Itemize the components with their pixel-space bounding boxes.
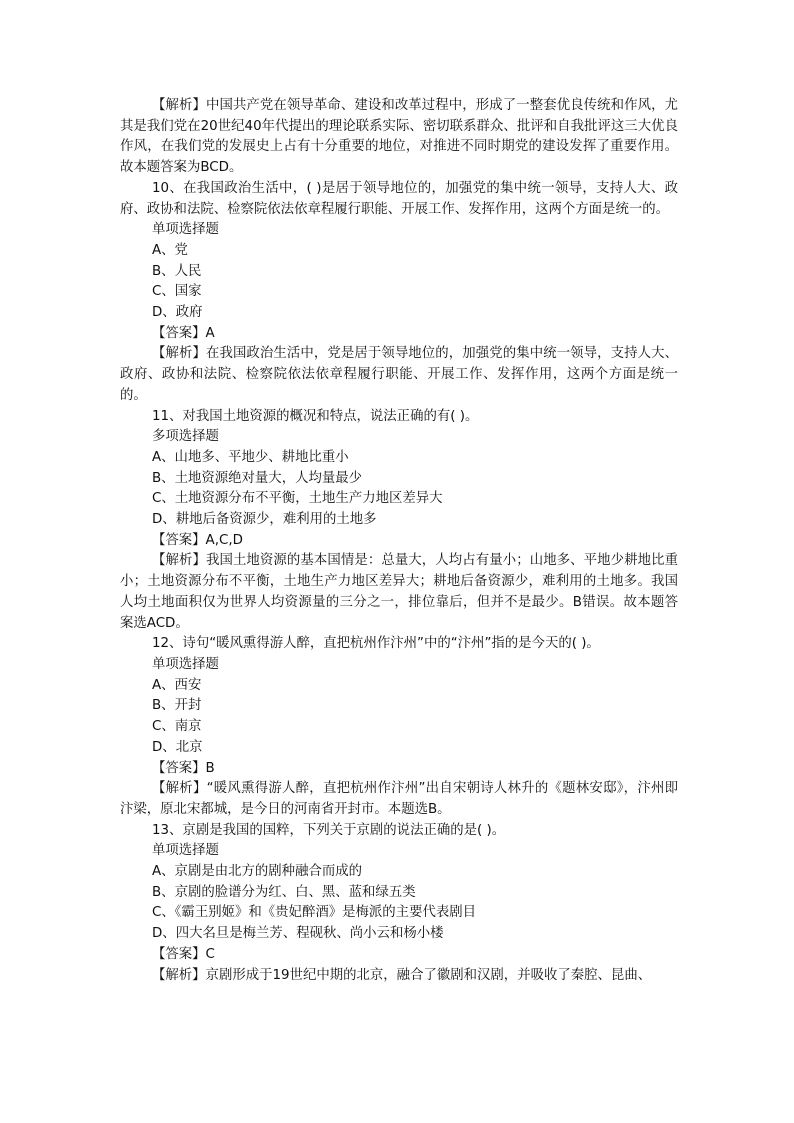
text-line: 单项选择题 — [152, 656, 219, 672]
text-line: B、京剧的脸谱分为红、白、黑、蓝和绿五类 — [152, 884, 416, 900]
text-line: D、政府 — [152, 305, 203, 321]
text-line: 单项选择题 — [152, 222, 219, 238]
text-line: 多项选择题 — [152, 429, 219, 445]
text-line: D、四大名旦是梅兰芳、程砚秋、尚小云和杨小楼 — [152, 926, 444, 942]
text-line: C、《霸王别姬》和《贵妃醉酒》是梅派的主要代表剧目 — [152, 905, 477, 921]
paragraph: 【解析】“暖风熏得游人醉，直把杭州作汴州”出自宋朝诗人林升的《题林安邸》，汴州即汴梁，原北宋都城，是今日的河南省开封市。本题选B。 — [120, 781, 678, 817]
paragraph: 【解析】中国共产党在领导革命、建设和改革过程中，形成了一整套优良传统和作风，尤其是我们党在20世纪40年代提出的理论联系实际、密切联系群众、批评和自我批评这三大优良作风，在我们党的发展史上占有十分重要的地位，对推进不同时期党的建设发挥了重要作用。故本题答案为BCD。 — [120, 98, 678, 176]
paragraph: 【解析】京剧形成于19世纪中期的北京，融合了徽剧和汉剧，并吸收了秦腔、昆曲、 — [152, 967, 652, 983]
text-line: D、北京 — [152, 739, 203, 755]
text-line: 【答案】A — [152, 325, 215, 341]
text-line: 【答案】C — [152, 946, 215, 962]
text-line: 【答案】B — [152, 760, 215, 776]
paragraph: 10、在我国政治生活中，( )是居于领导地位的，加强党的集中统一领导，支持人大、政府、政协和法院、检察院依法依章程履行职能、开展工作、发挥作用，这两个方面是统一的。 — [120, 180, 678, 217]
document-body — [120, 96, 678, 986]
text-line: A、党 — [152, 242, 188, 258]
text-line: B、人民 — [152, 263, 202, 279]
text-line: 11、对我国土地资源的概况和特点，说法正确的有( )。 — [152, 408, 479, 424]
text-line: 单项选择题 — [152, 843, 219, 859]
text-line: D、耕地后备资源少，难利用的土地多 — [152, 512, 377, 528]
paragraph: 【解析】在我国政治生活中，党是居于领导地位的，加强党的集中统一领导，支持人大、政府、政协和法院、检察院依法依章程履行职能、开展工作、发挥作用，这两个方面是统一的。 — [120, 346, 678, 403]
text-line: A、西安 — [152, 677, 202, 693]
text-line: B、土地资源绝对量大，人均量最少 — [152, 470, 363, 486]
text-line: C、土地资源分布不平衡，土地生产力地区差异大 — [152, 491, 443, 507]
text-line: A、山地多、平地少、耕地比重小 — [152, 449, 349, 465]
text-line: 13、京剧是我国的国粹，下列关于京剧的说法正确的是( )。 — [152, 822, 506, 838]
text-line: 【答案】A,C,D — [152, 532, 243, 548]
text-line: A、京剧是由北方的剧种融合而成的 — [152, 864, 363, 880]
paragraph: 【解析】我国土地资源的基本国情是：总量大，人均占有量小；山地多、平地少耕地比重小；土地资源分布不平衡，土地生产力地区差异大；耕地后备资源少，难利用的土地多。我国人均土地面积仅为世界人均资源量的三分之一，排位靠后，但并不是最少。B错误。故本题答案选ACD。 — [120, 553, 678, 631]
text-line: B、开封 — [152, 698, 202, 714]
text-line: C、国家 — [152, 284, 202, 300]
text-line: 12、诗句“暖风熏得游人醉，直把杭州作汴州”中的“汴州”指的是今天的( )。 — [152, 636, 600, 652]
text-line: C、南京 — [152, 719, 202, 735]
